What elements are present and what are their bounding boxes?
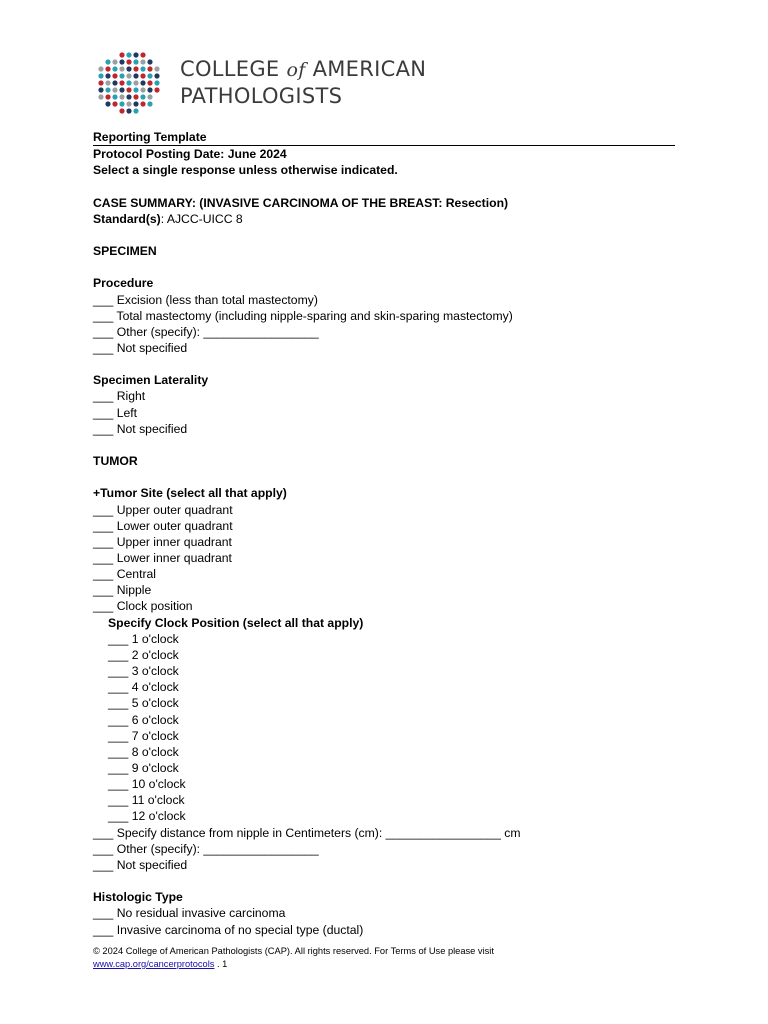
clock-option[interactable]: ___ 6 o'clock	[108, 712, 179, 727]
case-summary-title: CASE SUMMARY: (INVASIVE CARCINOMA OF THE BREAST: Resection)	[93, 195, 509, 210]
tumor-site-option[interactable]: ___ Clock position	[93, 599, 193, 614]
clock-option[interactable]: ___ 12 o'clock	[108, 809, 186, 824]
tumor-site-option[interactable]: ___ Specify distance from nipple in Centimeters (cm): _________________ cm	[93, 825, 521, 840]
clock-option[interactable]: ___ 5 o'clock	[108, 696, 179, 711]
cap-dot-mark-icon	[96, 50, 166, 114]
clock-option[interactable]: ___ 8 o'clock	[108, 744, 179, 759]
logo-word-college: COLLEGE	[180, 56, 280, 81]
footer-link-line	[93, 958, 494, 971]
logo-line-1	[180, 56, 426, 83]
selection-instruction: Select a single response unless otherwise indicated.	[93, 163, 398, 178]
standards-line	[93, 211, 675, 227]
tumor-site-label: +Tumor Site (select all that apply)	[93, 486, 287, 501]
cap-logo	[96, 50, 426, 114]
cap-protocols-link[interactable]: www.cap.org/cancerprotocols	[93, 959, 215, 969]
clock-option[interactable]: ___ 11 o'clock	[108, 793, 185, 808]
tumor-heading: TUMOR	[93, 454, 138, 469]
clock-option[interactable]: ___ 2 o'clock	[108, 647, 179, 662]
procedure-option[interactable]: ___ Not specified	[93, 340, 188, 355]
laterality-option[interactable]: ___ Not specified	[93, 421, 188, 436]
reporting-template-heading: Reporting Template	[93, 129, 675, 146]
procedure-option[interactable]: ___ Excision (less than total mastectomy)	[93, 292, 318, 307]
clock-option[interactable]: ___ 3 o'clock	[108, 664, 179, 679]
logo-word-of: of	[286, 58, 306, 81]
tumor-site-option[interactable]: ___ Nipple	[93, 583, 152, 598]
page-footer	[93, 945, 494, 971]
procedure-label: Procedure	[93, 276, 154, 291]
laterality-label: Specimen Laterality	[93, 373, 209, 388]
tumor-site-option[interactable]: ___ Lower inner quadrant	[93, 550, 232, 565]
tumor-site-option[interactable]: ___ Upper inner quadrant	[93, 534, 232, 549]
clock-option[interactable]: ___ 7 o'clock	[108, 728, 179, 743]
histologic-type-option[interactable]: ___ Invasive carcinoma of no special type (ductal)	[93, 922, 364, 937]
logo-line-2: PATHOLOGISTS	[180, 83, 343, 108]
page-number: . 1	[214, 959, 228, 969]
clock-position-label: Specify Clock Position (select all that apply)	[108, 615, 364, 630]
histologic-type-label: Histologic Type	[93, 890, 183, 905]
clock-option[interactable]: ___ 10 o'clock	[108, 777, 186, 792]
tumor-site-option[interactable]: ___ Central	[93, 567, 157, 582]
laterality-option[interactable]: ___ Left	[93, 405, 138, 420]
tumor-site-option[interactable]: ___ Lower outer quadrant	[93, 518, 233, 533]
logo-wordmark	[180, 56, 426, 109]
standards-label: Standard(s)	[93, 211, 161, 226]
logo-word-american: AMERICAN	[312, 56, 427, 81]
protocol-body	[93, 129, 675, 938]
tumor-site-option[interactable]: ___ Not specified	[93, 857, 188, 872]
posting-date: Protocol Posting Date: June 2024	[93, 147, 287, 162]
clock-option[interactable]: ___ 9 o'clock	[108, 761, 179, 775]
laterality-option[interactable]: ___ Right	[93, 389, 146, 404]
procedure-option[interactable]: ___ Other (specify): _________________	[93, 324, 319, 339]
specimen-heading: SPECIMEN	[93, 244, 157, 259]
procedure-option[interactable]: ___ Total mastectomy (including nipple-sparing and skin-sparing mastectomy)	[93, 308, 513, 323]
tumor-site-option[interactable]: ___ Other (specify): _________________	[93, 841, 319, 856]
clock-option[interactable]: ___ 4 o'clock	[108, 680, 179, 695]
clock-option[interactable]: ___ 1 o'clock	[108, 631, 179, 646]
copyright-text: © 2024 College of American Pathologists (CAP). All rights reserved. For Terms of Use please visit	[93, 946, 494, 956]
histologic-type-option[interactable]: ___ No residual invasive carcinoma	[93, 906, 286, 921]
standards-value: : AJCC-UICC 8	[160, 211, 243, 226]
tumor-site-option[interactable]: ___ Upper outer quadrant	[93, 502, 233, 517]
